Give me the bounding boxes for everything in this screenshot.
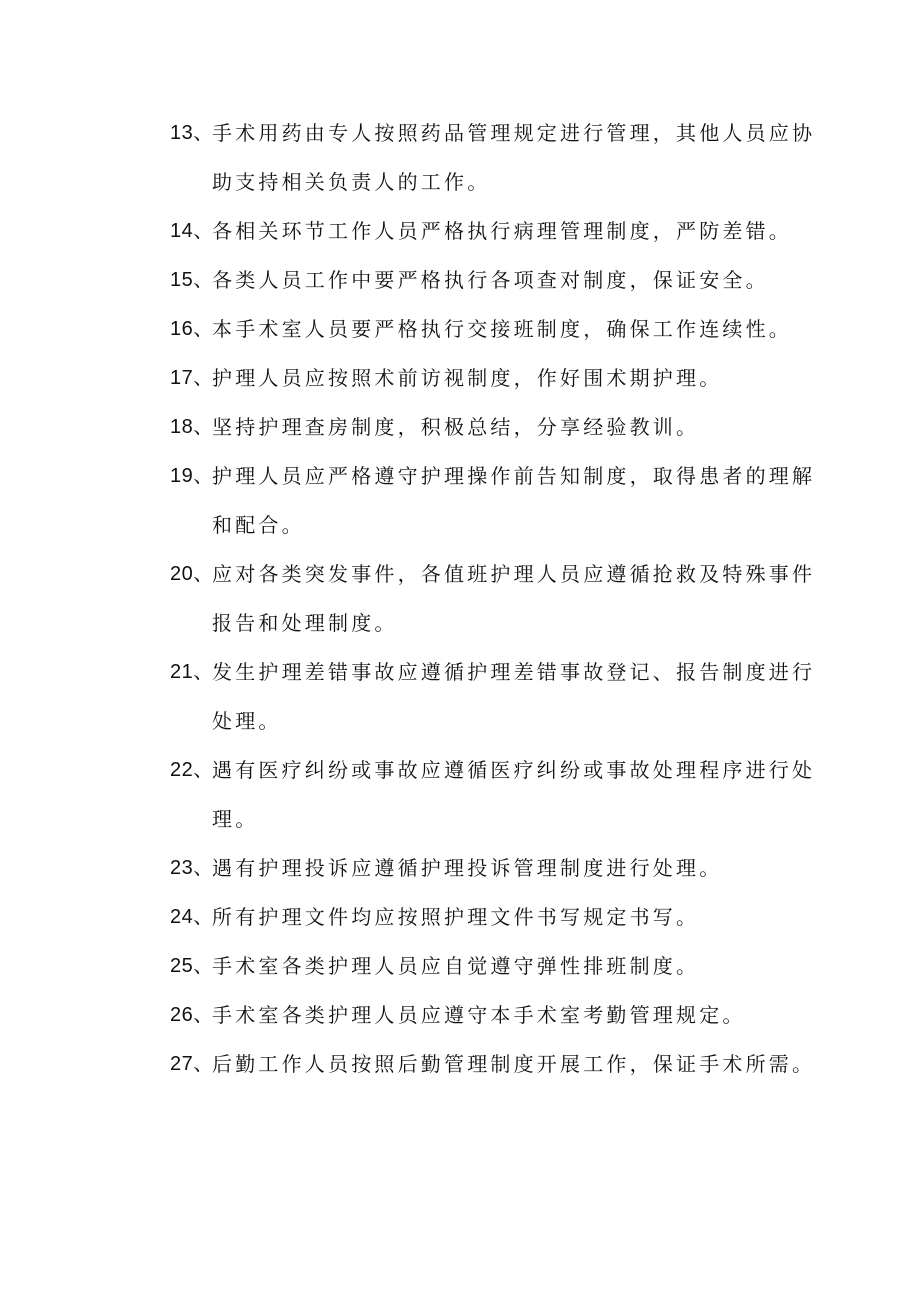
list-item-text: 本手术室人员要严格执行交接班制度，确保工作连续性。 (212, 317, 792, 341)
list-item-number: 24、 (170, 906, 214, 928)
list-item-number: 26、 (170, 1004, 214, 1026)
list-item-number: 14、 (170, 220, 214, 242)
list-item-text-continuation: 和配合。 (212, 513, 305, 537)
list-item-number: 20、 (170, 563, 214, 585)
list-item-text: 遇有护理投诉应遵循护理投诉管理制度进行处理。 (212, 856, 723, 880)
list-item-text: 护理人员应严格遵守护理操作前告知制度，取得患者的理解 (212, 464, 816, 488)
list-item-text: 手术室各类护理人员应遵守本手术室考勤管理规定。 (212, 1003, 746, 1027)
list-item-text: 后勤工作人员按照后勤管理制度开展工作，保证手术所需。 (212, 1052, 816, 1076)
list-item-text: 各相关环节工作人员严格执行病理管理制度，严防差错。 (212, 219, 792, 243)
list-item-text-continuation: 处理。 (212, 709, 282, 733)
list-item-text-continuation: 助支持相关负责人的工作。 (212, 170, 491, 194)
list-item-number: 21、 (170, 661, 214, 683)
list-item-number: 16、 (170, 318, 214, 340)
list-item-number: 22、 (170, 759, 214, 781)
list-item-text-continuation: 报告和处理制度。 (212, 611, 398, 635)
list-item-number: 23、 (170, 857, 214, 879)
list-item-number: 17、 (170, 367, 214, 389)
list-item-text: 应对各类突发事件，各值班护理人员应遵循抢救及特殊事件 (212, 562, 816, 586)
list-item-text-continuation: 理。 (212, 807, 259, 831)
list-item-number: 18、 (170, 416, 214, 438)
list-item-text: 所有护理文件均应按照护理文件书写规定书写。 (212, 905, 700, 929)
list-item-number: 25、 (170, 955, 214, 977)
list-item-text: 坚持护理查房制度，积极总结，分享经验教训。 (212, 415, 700, 439)
list-item-number: 19、 (170, 465, 214, 487)
list-item-text: 手术室各类护理人员应自觉遵守弹性排班制度。 (212, 954, 700, 978)
list-item-text: 遇有医疗纠纷或事故应遵循医疗纠纷或事故处理程序进行处 (212, 758, 816, 782)
list-item-number: 13、 (170, 122, 214, 144)
list-item-text: 手术用药由专人按照药品管理规定进行管理，其他人员应协 (212, 121, 816, 145)
list-item-text: 各类人员工作中要严格执行各项查对制度，保证安全。 (212, 268, 769, 292)
list-item-text: 护理人员应按照术前访视制度，作好围术期护理。 (212, 366, 723, 390)
list-item-text: 发生护理差错事故应遵循护理差错事故登记、报告制度进行 (212, 660, 816, 684)
list-item-number: 27、 (170, 1053, 214, 1075)
list-item-number: 15、 (170, 269, 214, 291)
